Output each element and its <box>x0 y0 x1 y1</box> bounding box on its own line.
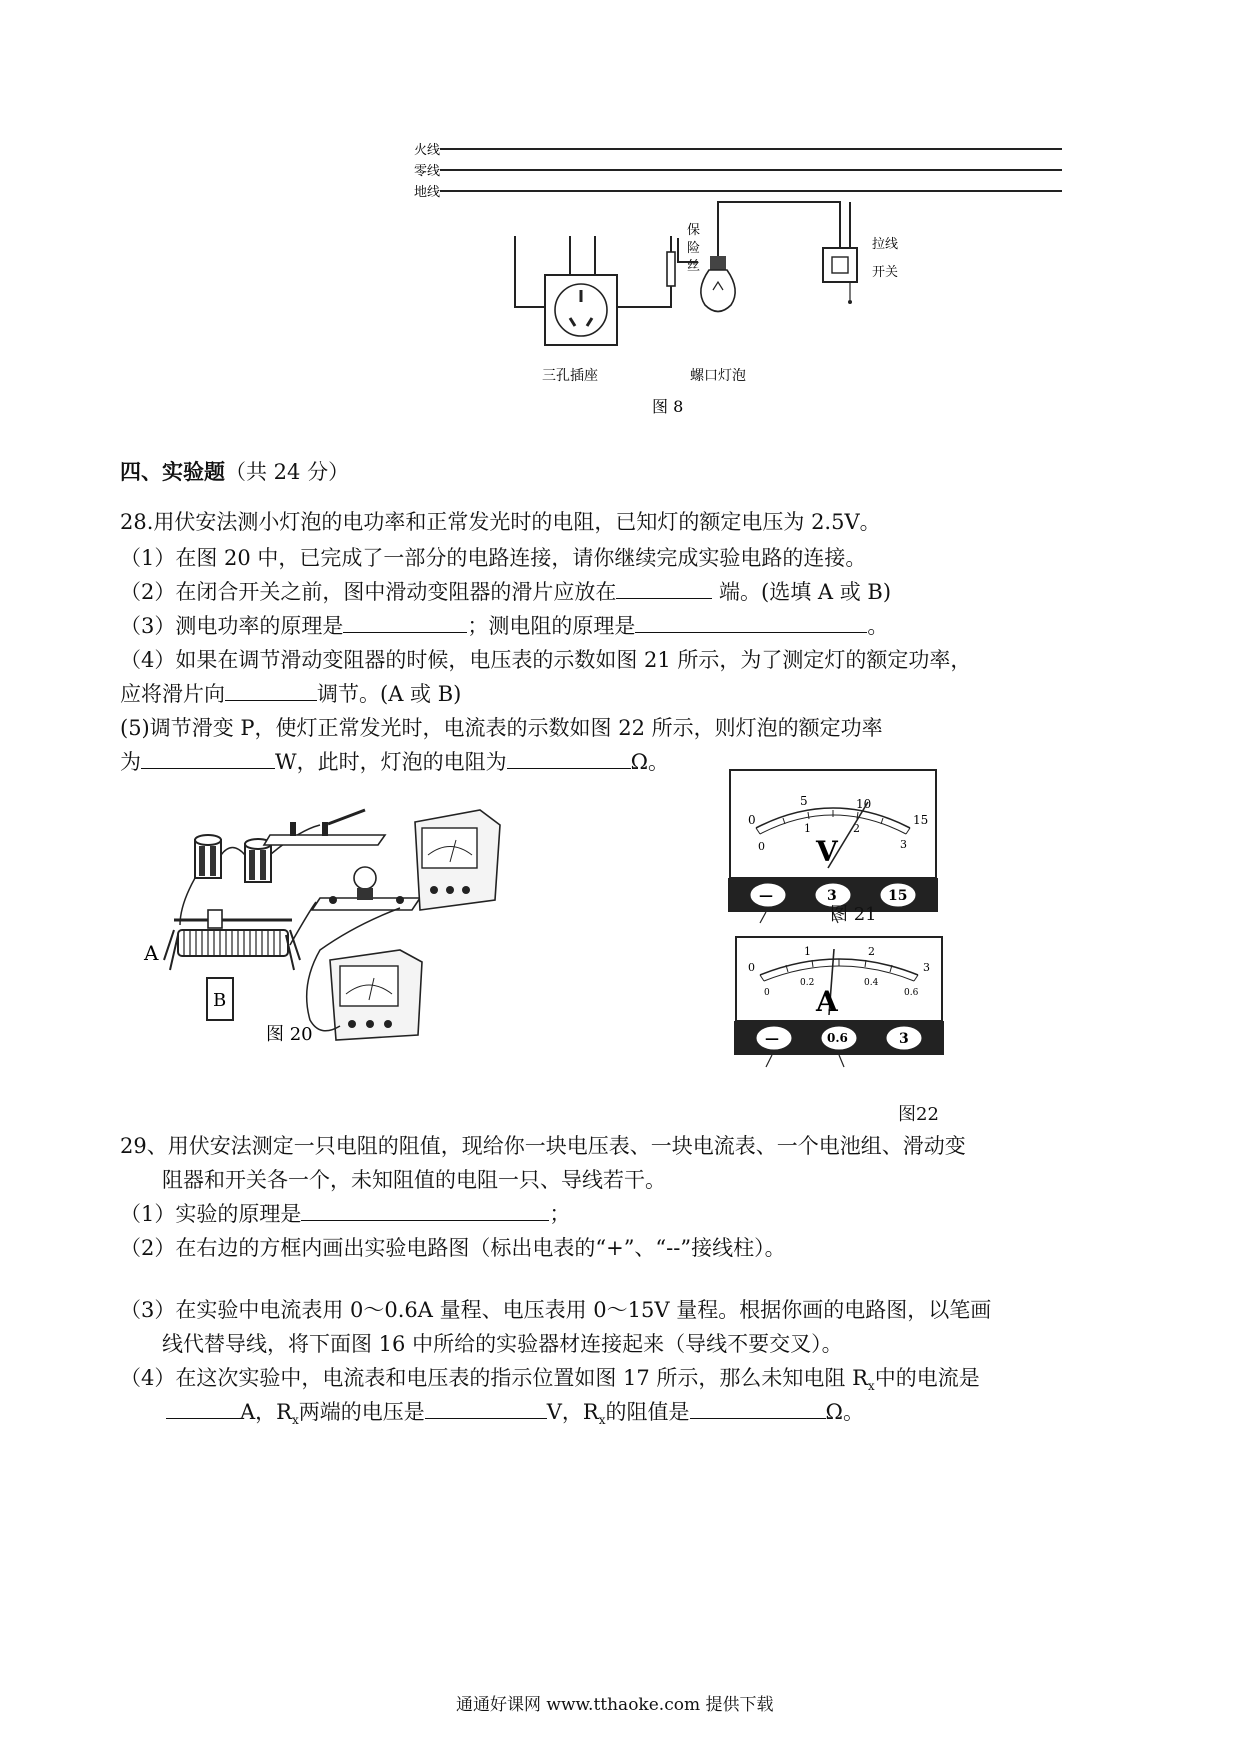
answer-blank[interactable] <box>507 748 631 769</box>
v-scale-top-0: 0 <box>748 813 756 827</box>
a-terminal-06: 0.6 <box>827 1031 848 1045</box>
page-footer: 通通好课网 www.tthaoke.com 提供下载 <box>456 1695 774 1715</box>
figure-8-caption: 图 8 <box>652 397 684 416</box>
a-scale-top-2: 2 <box>868 945 875 958</box>
fuse-label-2: 险 <box>687 241 701 256</box>
figure-20-caption: 图 20 <box>266 1024 313 1045</box>
section-title-text: 四、实验题 <box>120 459 225 484</box>
fuse-label-3: 丝 <box>687 259 701 274</box>
ammeter-unit: A <box>816 985 838 1018</box>
answer-blank[interactable] <box>343 612 467 633</box>
v-scale-bottom-1: 1 <box>804 822 811 835</box>
fuse-label-1: 保 <box>687 223 701 238</box>
q29-stem-line-2: 阻器和开关各一个，未知阻值的电阻一只、导线若干。 <box>162 1168 666 1192</box>
v-scale-top-10: 10 <box>856 797 872 811</box>
q29-part-2: （2）在右边的方框内画出实验电路图（标出电表的“+”、“--”接线柱）。 <box>120 1236 786 1260</box>
three-pin-socket-icon <box>515 236 671 345</box>
q28-part-5-line-1: (5)调节滑变 P，使灯正常发光时，电流表的示数如图 22 所示，则灯泡的额定功率 <box>120 716 883 740</box>
a-scale-top-0: 0 <box>748 961 755 974</box>
a-scale-bottom-02: 0.2 <box>800 978 815 988</box>
rheostat-label-b: B <box>213 990 227 1011</box>
wire-label-live: 火线 <box>414 143 441 158</box>
v-scale-bottom-2: 2 <box>853 822 860 835</box>
a-scale-bottom-04: 0.4 <box>864 978 879 988</box>
answer-blank[interactable] <box>141 748 275 769</box>
q28-part-2: （2）在闭合开关之前，图中滑动变阻器的滑片应放在 端。(选填 A 或 B) <box>120 580 892 604</box>
answer-blank[interactable] <box>616 578 712 599</box>
a-terminal-neg: — <box>765 1031 779 1047</box>
q28-part-4-line-1: （4）如果在调节滑动变阻器的时候，电压表的示数如图 21 所示，为了测定灯的额定功率， <box>120 648 972 672</box>
voltmeter-icon <box>415 810 500 910</box>
v-terminal-15: 15 <box>888 888 908 904</box>
lamp-holder-icon <box>312 867 420 910</box>
figure-22-caption: 图22 <box>898 1104 939 1125</box>
q28-stem: 28.用伏安法测小灯泡的电功率和正常发光时的电阻，已知灯的额定电压为 2.5V。 <box>120 510 881 534</box>
battery-icon <box>195 835 221 878</box>
answer-blank[interactable] <box>635 612 867 633</box>
q28-part-3: （3）测电功率的原理是 ；测电阻的原理是 。 <box>120 614 889 638</box>
v-scale-top-5: 5 <box>800 794 808 808</box>
answer-blank[interactable] <box>225 680 317 701</box>
fuse-icon <box>667 252 675 286</box>
q28-part-1: （1）在图 20 中，已完成了一部分的电路连接，请你继续完成实验电路的连接。 <box>120 546 867 570</box>
section-title <box>120 458 349 486</box>
figure-20 <box>144 810 570 1060</box>
v-terminal-neg: — <box>759 888 773 904</box>
v-scale-top-15: 15 <box>913 813 929 827</box>
answer-blank[interactable] <box>301 1200 549 1221</box>
v-terminal-3: 3 <box>827 888 837 904</box>
v-scale-bottom-0: 0 <box>758 840 765 853</box>
wire-label-ground: 地线 <box>414 185 441 200</box>
q29-stem-line-1: 29、用伏安法测定一只电阻的阻值，现给你一块电压表、一块电流表、一个电池组、滑动变 <box>120 1134 966 1158</box>
voltmeter-unit: V <box>816 835 838 868</box>
rheostat-icon <box>164 910 300 970</box>
figure-22 <box>728 935 958 1070</box>
answer-blank[interactable] <box>166 1398 240 1419</box>
figure-8 <box>414 140 1070 420</box>
a-scale-top-1: 1 <box>804 945 811 958</box>
q29-part-1: （1）实验的原理是 ； <box>120 1202 571 1226</box>
answer-blank[interactable] <box>690 1398 826 1419</box>
switch-label-2: 开关 <box>872 265 899 280</box>
answer-blank[interactable] <box>425 1398 547 1419</box>
knife-switch-icon <box>264 810 385 845</box>
q29-part-4-line-1: （4）在这次实验中，电流表和电压表的指示位置如图 17 所示，那么未知电阻 $R_x$中的电流是 <box>120 1366 980 1394</box>
q29-part-4-line-2: A，$R_x$两端的电压是 V，$R_x$的阻值是 Ω。 <box>166 1398 864 1434</box>
rheostat-label-a: A <box>144 941 159 965</box>
figure-21-caption: 图 21 <box>830 904 877 925</box>
a-terminal-3: 3 <box>899 1031 909 1047</box>
a-scale-bottom-06: 0.6 <box>904 988 919 998</box>
q29-part-3-line-1: （3）在实验中电流表用 0～0.6A 量程、电压表用 0～15V 量程。根据你画的电路图，以笔画 <box>120 1298 992 1322</box>
q28-part-5-line-2: 为 W，此时，灯泡的电阻为 Ω。 <box>120 750 670 774</box>
a-scale-top-3: 3 <box>923 961 930 974</box>
v-scale-bottom-3: 3 <box>900 838 907 851</box>
socket-label: 三孔插座 <box>542 368 598 384</box>
q29-part-3-line-2: 线代替导线，将下面图 16 中所给的实验器材连接起来（导线不要交叉）。 <box>162 1332 843 1356</box>
q28-part-4-line-2: 应将滑片向 调节。(A 或 B) <box>120 682 462 706</box>
screw-bulb-icon <box>678 202 840 312</box>
bulb-label: 螺口灯泡 <box>690 368 746 384</box>
wire-label-neutral: 零线 <box>414 164 441 179</box>
ammeter-icon <box>330 950 422 1040</box>
switch-label-1: 拉线 <box>872 237 899 252</box>
section-score: （共 24 分） <box>225 460 350 484</box>
a-scale-bottom-0: 0 <box>764 988 770 998</box>
